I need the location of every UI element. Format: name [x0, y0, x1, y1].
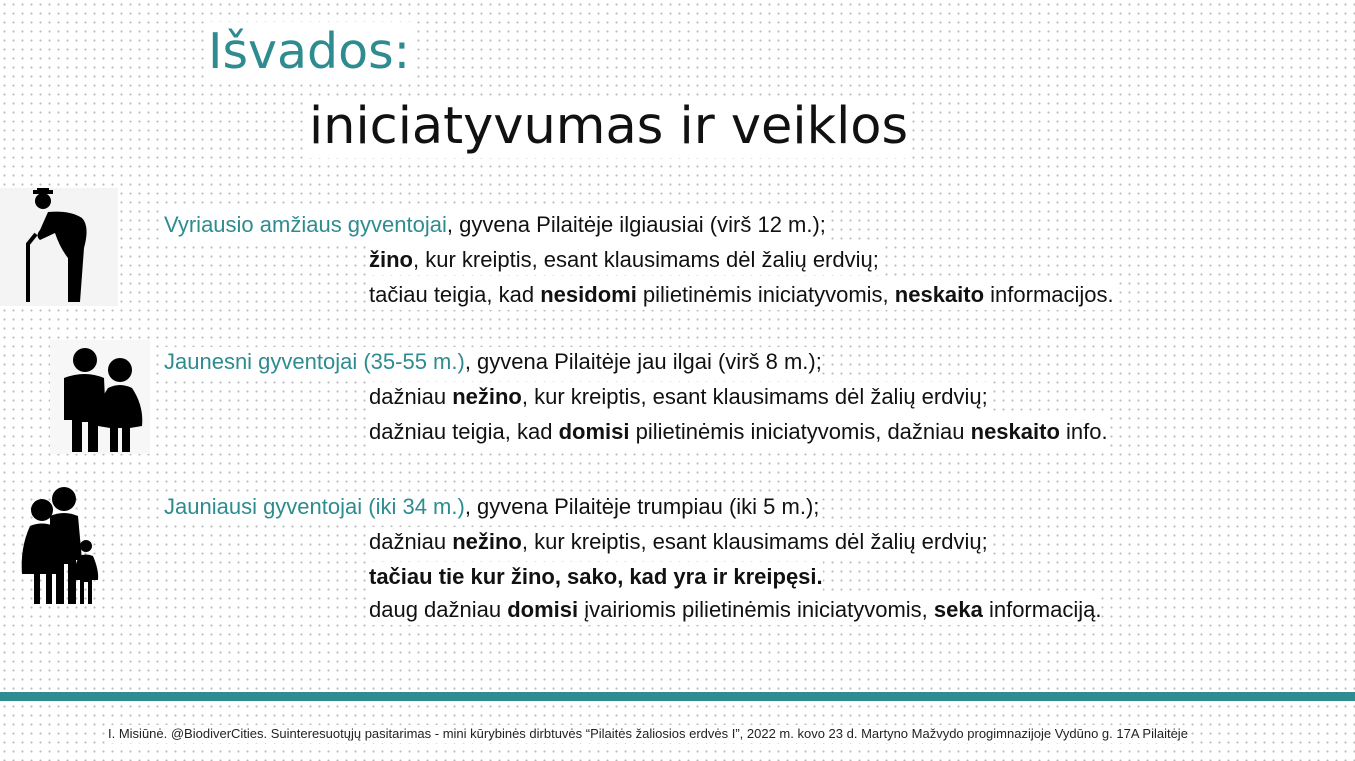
group-1-l3-d: informacijos.: [984, 282, 1114, 307]
group-2-l3-d: info.: [1059, 419, 1108, 444]
group-2-line-1: [164, 347, 822, 377]
group-3-line-1: [164, 492, 819, 522]
group-1-line-1: [164, 210, 826, 240]
group-3-line-2: [369, 527, 988, 557]
group-1-line-2-rest: , kur kreiptis, esant klausimams dėl žalių erdvių;: [413, 247, 879, 272]
group-3-line-3: [369, 562, 823, 592]
group-2-line-3: [369, 417, 1108, 447]
elderly-person-icon: [0, 188, 118, 306]
group-1-l3-b2: neskaito: [894, 282, 985, 307]
group-1-line-2: [369, 245, 879, 275]
group-3-l2-a: dažniau: [369, 529, 453, 554]
adult-couple-icon: [50, 340, 150, 454]
group-3-l4-d: informaciją.: [982, 597, 1102, 622]
group-1-l3-a: tačiau teigia, kad: [369, 282, 541, 307]
group-1-l3-b1: nesidomi: [540, 282, 637, 307]
group-2-line-2: [369, 382, 988, 412]
young-family-icon: [16, 484, 104, 608]
group-1-line-3: [369, 280, 1114, 310]
group-3-lead: Jauniausi gyventojai (iki 34 m.): [164, 494, 465, 519]
group-1-knows: žino: [369, 247, 413, 272]
group-3-l4-b2: seka: [933, 597, 983, 622]
footer-divider: [0, 692, 1355, 701]
group-2-l2-a: dažniau: [369, 384, 453, 409]
group-2-l2-rest: , kur kreiptis, esant klausimams dėl žalių erdvių;: [521, 384, 988, 409]
group-3-l3-bold: tačiau tie kur žino, sako, kad yra ir kreipęsi.: [369, 564, 823, 589]
group-2-l3-b2: neskaito: [970, 419, 1060, 444]
group-2-l2-b: nežino: [452, 384, 522, 409]
group-3-l4-a: daug dažniau: [369, 597, 508, 622]
group-3-line-4: [369, 595, 1101, 625]
slide-subtitle: iniciatyvumas ir veiklos: [305, 96, 912, 158]
group-2-lead: Jaunesni gyventojai (35-55 m.): [164, 349, 465, 374]
group-2-l3-c: pilietinėmis iniciatyvomis, dažniau: [629, 419, 971, 444]
slide-title: Išvados:: [204, 22, 414, 82]
group-3-l4-c: įvairiomis pilietinėmis iniciatyvomis,: [578, 597, 934, 622]
group-2-l3-b1: domisi: [558, 419, 630, 444]
group-3-l2-rest: , kur kreiptis, esant klausimams dėl žalių erdvių;: [521, 529, 988, 554]
group-3-lead-rest: , gyvena Pilaitėje trumpiau (iki 5 m.);: [464, 494, 820, 519]
group-1-lead: Vyriausio amžiaus gyventojai: [164, 212, 447, 237]
footer-credit: I. Misiūnė. @BiodiverCities. Suinteresuotųjų pasitarimas - mini kūrybinės dirbtuvės “Pilaitės žaliosios erdvės I”, 2022 m. kovo 23 d. Martyno Mažvydo progimnazijoje Vydūno g. 17A Pilaitėje: [108, 726, 1188, 741]
group-2-lead-rest: , gyvena Pilaitėje jau ilgai (virš 8 m.);: [464, 349, 822, 374]
group-1-lead-rest: , gyvena Pilaitėje ilgiausiai (virš 12 m.);: [446, 212, 826, 237]
group-3-l2-b: nežino: [452, 529, 522, 554]
group-2-l3-a: dažniau teigia, kad: [369, 419, 559, 444]
group-1-l3-c: pilietinėmis iniciatyvomis,: [636, 282, 895, 307]
group-3-l4-b1: domisi: [507, 597, 579, 622]
